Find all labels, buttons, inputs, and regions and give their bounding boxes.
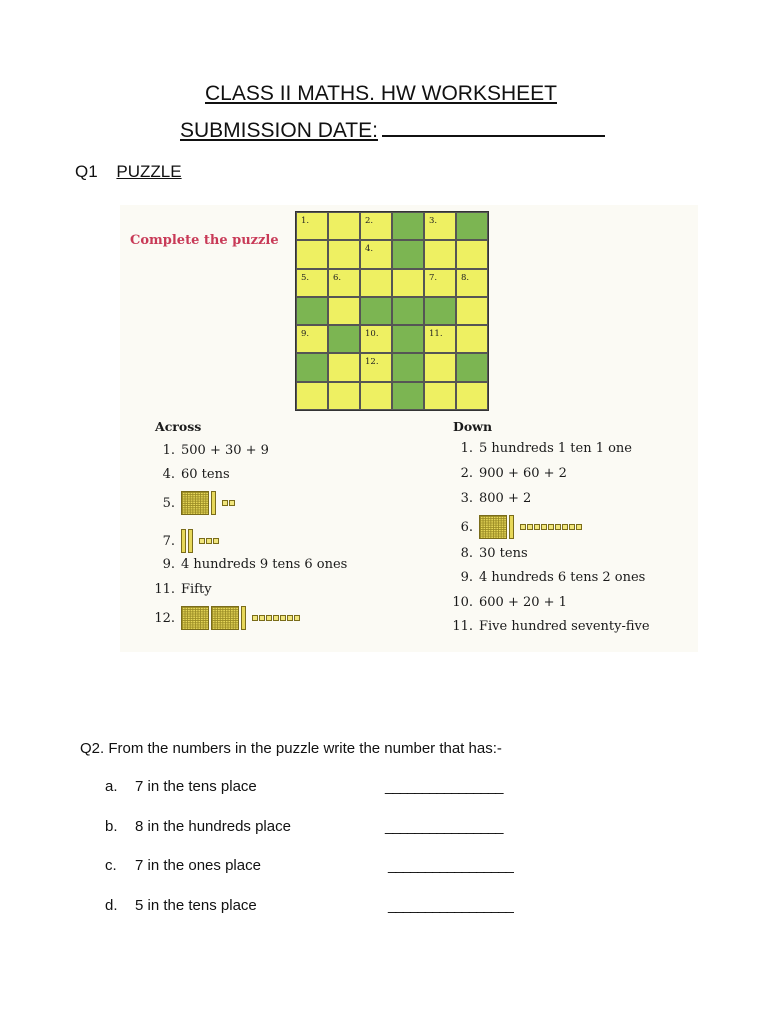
hundred-block-icon [211, 606, 239, 630]
clue-item [149, 606, 287, 630]
answer-blank[interactable]: ________________ [385, 818, 503, 835]
item-text: 7 in the ones place [135, 857, 261, 874]
answer-blank[interactable]: _________________ [388, 857, 513, 874]
clue-item [447, 619, 650, 634]
clue-number: 5. [162, 495, 175, 511]
clue-number: 7. [162, 533, 175, 549]
clue-item [447, 570, 645, 585]
item-letter: b. [105, 818, 118, 835]
cell-number: 2. [365, 216, 374, 226]
puzzle-cell[interactable] [424, 325, 456, 353]
one-cube-icon [569, 524, 575, 530]
clue-text: Fifty [181, 582, 212, 597]
clue-text: 4 hundreds 9 tens 6 ones [181, 557, 348, 572]
puzzle-cell[interactable] [424, 297, 456, 325]
question-1-heading [75, 162, 182, 182]
clue-item [149, 529, 220, 553]
one-cube-icon [294, 615, 300, 621]
answer-blank[interactable]: _________________ [388, 897, 513, 914]
clue-number: 8. [460, 546, 473, 561]
clue-number: 11. [452, 619, 473, 634]
puzzle-cell[interactable] [296, 382, 328, 410]
clue-item [149, 443, 269, 458]
clue-text: 900 + 60 + 2 [479, 466, 567, 481]
puzzle-cell[interactable] [328, 353, 360, 381]
question-2-item [105, 778, 257, 795]
clue-item [149, 582, 212, 597]
puzzle-cell[interactable] [456, 240, 488, 268]
one-cube-icon [527, 524, 533, 530]
question-1-label: PUZZLE [116, 162, 182, 181]
cell-number: 1. [301, 216, 310, 226]
ten-rod-icon [211, 491, 216, 515]
clue-text: 4 hundreds 6 tens 2 ones [479, 570, 646, 585]
base-ten-blocks [479, 520, 555, 535]
clue-item [149, 491, 236, 515]
puzzle-cell[interactable] [328, 212, 360, 240]
one-cube-icon [229, 500, 235, 506]
cell-number: 9. [301, 329, 310, 340]
clue-text: 60 tens [181, 467, 230, 482]
puzzle-cell[interactable] [296, 353, 328, 381]
puzzle-cell[interactable] [328, 297, 360, 325]
question-2-prompt: Q2. From the numbers in the puzzle write the number that has:- [80, 740, 502, 757]
crossword-grid [295, 211, 489, 411]
puzzle-scan [120, 205, 698, 652]
ten-rod-icon [241, 606, 246, 630]
puzzle-cell[interactable] [296, 269, 328, 297]
item-letter: c. [105, 857, 117, 874]
puzzle-cell[interactable] [424, 240, 456, 268]
clue-number: 2. [460, 466, 473, 481]
one-cube-icon [576, 524, 582, 530]
puzzle-cell[interactable] [360, 297, 392, 325]
across-heading: Across [155, 419, 202, 434]
clue-item [447, 441, 632, 456]
submission-date-label [180, 116, 605, 143]
cell-number: 8. [461, 272, 470, 283]
clue-number: 11. [154, 582, 175, 597]
clue-item [149, 557, 347, 572]
puzzle-cell[interactable] [392, 269, 424, 297]
puzzle-cell[interactable] [296, 297, 328, 325]
one-cube-icon [548, 524, 554, 530]
question-1-number: Q1 [75, 162, 98, 181]
one-cube-icon [199, 538, 205, 544]
question-2-item [105, 857, 261, 874]
down-heading: Down [453, 419, 493, 434]
one-cube-icon [273, 615, 279, 621]
worksheet-title: CLASS II MATHS. HW WORKSHEET [205, 82, 557, 105]
clue-item [447, 491, 531, 506]
clue-item [149, 467, 230, 482]
cell-number: 12. [365, 357, 379, 368]
item-text: 8 in the hundreds place [135, 818, 291, 835]
item-text: 7 in the tens place [135, 778, 257, 795]
one-cube-icon [222, 500, 228, 506]
puzzle-cell[interactable] [328, 240, 360, 268]
cell-number: 4. [365, 244, 374, 255]
clue-number: 1. [162, 443, 175, 458]
puzzle-cell[interactable] [424, 382, 456, 410]
puzzle-cell[interactable] [360, 212, 392, 240]
clue-number: 4. [162, 467, 175, 482]
cell-number: 10. [365, 329, 379, 340]
item-letter: d. [105, 897, 118, 914]
clue-text: 600 + 20 + 1 [479, 595, 567, 610]
across-clues [155, 419, 385, 639]
puzzle-cell[interactable] [456, 297, 488, 325]
puzzle-cell[interactable] [328, 382, 360, 410]
puzzle-heading: Complete the puzzle [130, 233, 279, 248]
puzzle-cell[interactable] [360, 240, 392, 268]
one-cube-icon [280, 615, 286, 621]
base-ten-blocks [181, 496, 236, 511]
item-text: 5 in the tens place [135, 897, 257, 914]
clue-text: 30 tens [479, 546, 528, 561]
ten-rod-icon [181, 529, 186, 553]
one-cube-icon [287, 615, 293, 621]
cell-number: 11. [429, 329, 443, 340]
question-2-item [105, 818, 291, 835]
cell-number: 6. [333, 272, 342, 283]
clue-text: 800 + 2 [479, 491, 532, 506]
puzzle-cell[interactable] [392, 325, 424, 353]
hundred-block-icon [479, 515, 507, 539]
puzzle-cell[interactable] [328, 269, 360, 297]
puzzle-cell[interactable] [424, 212, 456, 240]
puzzle-cell[interactable] [424, 269, 456, 297]
cell-number: 7. [429, 272, 438, 283]
cell-number: 3. [429, 216, 438, 226]
puzzle-cell[interactable] [296, 325, 328, 353]
puzzle-cell[interactable] [328, 325, 360, 353]
clue-item [447, 466, 567, 481]
puzzle-cell[interactable] [456, 382, 488, 410]
puzzle-cell[interactable] [456, 353, 488, 381]
clue-number: 10. [452, 595, 473, 610]
clue-text: Five hundred seventy-five [479, 619, 650, 634]
clue-text: 500 + 30 + 9 [181, 443, 269, 458]
one-cube-icon [266, 615, 272, 621]
puzzle-cell[interactable] [392, 297, 424, 325]
clue-item [447, 515, 555, 539]
one-cube-icon [213, 538, 219, 544]
puzzle-cell[interactable] [456, 325, 488, 353]
clue-text: 5 hundreds 1 ten 1 one [479, 441, 632, 456]
submission-date-text: SUBMISSION DATE: [180, 119, 378, 142]
puzzle-cell[interactable] [296, 212, 328, 240]
base-ten-blocks [181, 611, 287, 626]
puzzle-cell[interactable] [456, 212, 488, 240]
clue-number: 6. [460, 519, 473, 535]
puzzle-cell[interactable] [392, 382, 424, 410]
clue-number: 1. [460, 441, 473, 456]
hundred-block-icon [181, 491, 209, 515]
submission-date-blank[interactable] [382, 116, 605, 137]
down-clues [453, 419, 693, 639]
clue-number: 9. [460, 570, 473, 585]
cell-number: 5. [301, 272, 310, 283]
hundred-block-icon [181, 606, 209, 630]
one-cube-icon [206, 538, 212, 544]
clue-number: 12. [154, 610, 175, 626]
one-cube-icon [520, 524, 526, 530]
puzzle-cell[interactable] [360, 325, 392, 353]
puzzle-cell[interactable] [392, 212, 424, 240]
one-cube-icon [534, 524, 540, 530]
answer-blank[interactable]: ________________ [385, 778, 503, 795]
puzzle-cell[interactable] [392, 353, 424, 381]
clue-number: 9. [162, 557, 175, 572]
puzzle-cell[interactable] [360, 353, 392, 381]
puzzle-cell[interactable] [296, 240, 328, 268]
clue-number: 3. [460, 491, 473, 506]
one-cube-icon [562, 524, 568, 530]
one-cube-icon [252, 615, 258, 621]
one-cube-icon [541, 524, 547, 530]
base-ten-blocks [181, 534, 220, 549]
question-2-item [105, 897, 257, 914]
puzzle-cell[interactable] [360, 382, 392, 410]
clue-item [447, 595, 567, 610]
puzzle-cell[interactable] [456, 269, 488, 297]
puzzle-cell[interactable] [424, 353, 456, 381]
puzzle-cell[interactable] [392, 240, 424, 268]
puzzle-cell[interactable] [360, 269, 392, 297]
one-cube-icon [555, 524, 561, 530]
item-letter: a. [105, 778, 118, 795]
one-cube-icon [259, 615, 265, 621]
ten-rod-icon [188, 529, 193, 553]
clue-item [447, 546, 528, 561]
ten-rod-icon [509, 515, 514, 539]
